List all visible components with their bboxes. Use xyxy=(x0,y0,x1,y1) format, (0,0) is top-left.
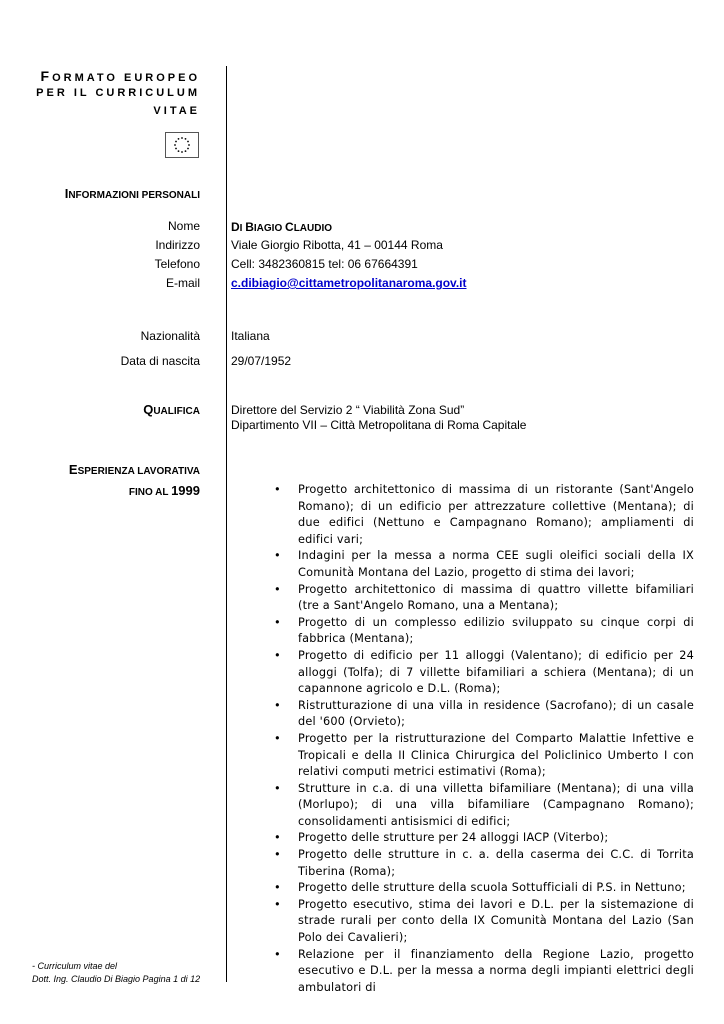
list-item xyxy=(274,880,694,897)
bullet-icon: • xyxy=(274,698,281,712)
section-initial: I xyxy=(64,186,69,201)
section-rest: NFORMAZIONI PERSONALI xyxy=(68,190,200,201)
list-item xyxy=(274,731,694,781)
name-part: B xyxy=(245,220,254,234)
section-initial: Q xyxy=(143,402,154,417)
list-item xyxy=(274,648,694,698)
section-experience xyxy=(69,462,200,477)
list-item-text: Progetto di edificio per 11 alloggi (Valentano); di edificio per 24 alloggi (Tolfa); di 7 villette bifamiliari a schiera (Mentana); di un capannone agricolo e D.L. (Roma); xyxy=(298,648,694,696)
eu-flag-icon xyxy=(165,132,199,158)
list-item xyxy=(274,582,694,615)
bullet-icon: • xyxy=(274,781,281,795)
bullet-icon: • xyxy=(274,897,281,911)
section-rest: UALIFICA xyxy=(153,406,200,417)
list-item xyxy=(274,897,694,947)
value-phone: Cell: 3482360815 tel: 06 67664391 xyxy=(231,257,418,271)
label-address: Indirizzo xyxy=(155,238,200,252)
list-item xyxy=(274,830,694,847)
bullet-icon: • xyxy=(274,848,281,862)
list-item-text: Strutture in c.a. di una villetta bifamiliare (Mentana); di una villa (Morlupo); di una villa bifamiliare (Campagnano Romano); consolidamenti antisismici di edifici; xyxy=(298,781,694,828)
label-nationality: Nazionalità xyxy=(140,329,200,343)
bullet-icon: • xyxy=(274,582,281,596)
email-link[interactable]: c.dibiagio@cittametropolitanaroma.gov.it xyxy=(231,276,467,290)
value-birth-date: 29/07/1952 xyxy=(231,354,292,368)
cv-title-line2: PER IL CURRICULUM xyxy=(36,87,200,99)
list-item-text: Indagini per la messa a norma CEE sugli oleifici sociali della IX Comunità Montana del Lazio, progetto di stima dei lavori; xyxy=(298,549,694,579)
bullet-icon: • xyxy=(274,947,281,961)
title-initial: F xyxy=(40,68,53,84)
bullet-icon: • xyxy=(274,615,281,629)
footer-line1: - Curriculum vitae del xyxy=(32,961,118,971)
name-part: I xyxy=(239,223,246,234)
title-rest: ORMATO EUROPEO xyxy=(52,72,200,84)
list-item-text: Progetto esecutivo, stima dei lavori e D.L. per la sistemazione di strade rurali per conto della IX Comunità Montana del Lazio (San Polo dei Cavalieri); xyxy=(298,897,694,945)
qualifica-line2: Dipartimento VII – Città Metropolitana di Roma Capitale xyxy=(231,418,527,432)
name-part: D xyxy=(231,220,240,234)
list-item-text: Ristrutturazione di una villa in residence (Sacrofano); di un casale del '600 (Orvieto); xyxy=(298,698,694,729)
bullet-icon: • xyxy=(274,831,281,845)
list-item-text: Progetto delle strutture per 24 alloggi IACP (Viterbo); xyxy=(298,831,609,845)
bullet-icon: • xyxy=(274,881,281,895)
section-initial: E xyxy=(68,462,78,477)
list-item-text: Progetto per la ristrutturazione del Comparto Malattie Infettive e Tropicali e della II Clinica Chirurgica del Policlinico Umberto I con relativi computi metrici estimativi (Roma); xyxy=(298,731,694,779)
list-item-text: Relazione per il finanziamento della Regione Lazio, progetto esecutivo e D.L. per la messa a norma degli impianti elettrici degli ambulatori di xyxy=(298,947,694,994)
name-part: IAGIO xyxy=(253,223,286,234)
value-nationality: Italiana xyxy=(231,329,270,343)
eu-stars-icon xyxy=(166,133,198,157)
cv-title-line1 xyxy=(41,68,201,84)
list-item xyxy=(274,698,694,731)
label-phone: Telefono xyxy=(154,257,200,271)
qualifica-line1: Direttore del Servizio 2 “ Viabilità Zona Sud” xyxy=(231,403,465,417)
section-experience-period xyxy=(129,483,200,498)
value-address: Viale Giorgio Ribotta, 41 – 00144 Roma xyxy=(231,238,443,252)
bullet-icon: • xyxy=(274,549,281,563)
period-prefix: FINO AL xyxy=(128,487,172,498)
value-name xyxy=(231,220,332,234)
list-item xyxy=(274,847,694,880)
bullet-icon: • xyxy=(274,648,281,662)
bullet-icon: • xyxy=(274,483,281,496)
list-item-text: Progetto di un complesso edilizio sviluppato su cinque corpi di fabbrica (Mentana); xyxy=(298,615,694,646)
column-divider xyxy=(226,66,227,982)
list-item xyxy=(274,615,694,648)
list-item xyxy=(274,947,694,997)
section-rest: SPERIENZA LAVORATIVA xyxy=(77,466,200,477)
experience-list xyxy=(274,482,694,996)
list-item xyxy=(274,548,694,581)
section-qualifica xyxy=(143,402,200,417)
name-part: LAUDIO xyxy=(293,223,333,234)
label-birth-date: Data di nascita xyxy=(120,354,200,368)
period-year: 1999 xyxy=(171,483,200,498)
label-name: Nome xyxy=(167,219,200,233)
footer-line2: Dott. Ing. Claudio Di Biagio Pagina 1 di 12 xyxy=(32,974,201,984)
list-item-text: Progetto delle strutture della scuola Sottufficiali di P.S. in Nettuno; xyxy=(298,881,686,895)
section-personal-info xyxy=(65,186,200,201)
list-item xyxy=(274,482,694,548)
label-email: E-mail xyxy=(165,276,200,290)
cv-title-line3: VITAE xyxy=(153,105,200,117)
list-item-text: Progetto delle strutture in c. a. della caserma dei C.C. di Torrita Tiberina (Roma); xyxy=(298,848,694,878)
list-item-text: Progetto architettonico di massima di un ristorante (Sant'Angelo Romano); di un edificio per attrezzature collettive (Mentana); di due edifici (Nettuno e Campagnano Romano); ampliamenti di edifici vari; xyxy=(298,483,694,546)
list-item xyxy=(274,781,694,831)
bullet-icon: • xyxy=(274,731,281,745)
list-item-text: Progetto architettonico di massima di quattro villette bifamiliari (tre a Sant'Angelo Romano, una a Mentana); xyxy=(298,582,694,613)
name-part: C xyxy=(285,220,294,234)
